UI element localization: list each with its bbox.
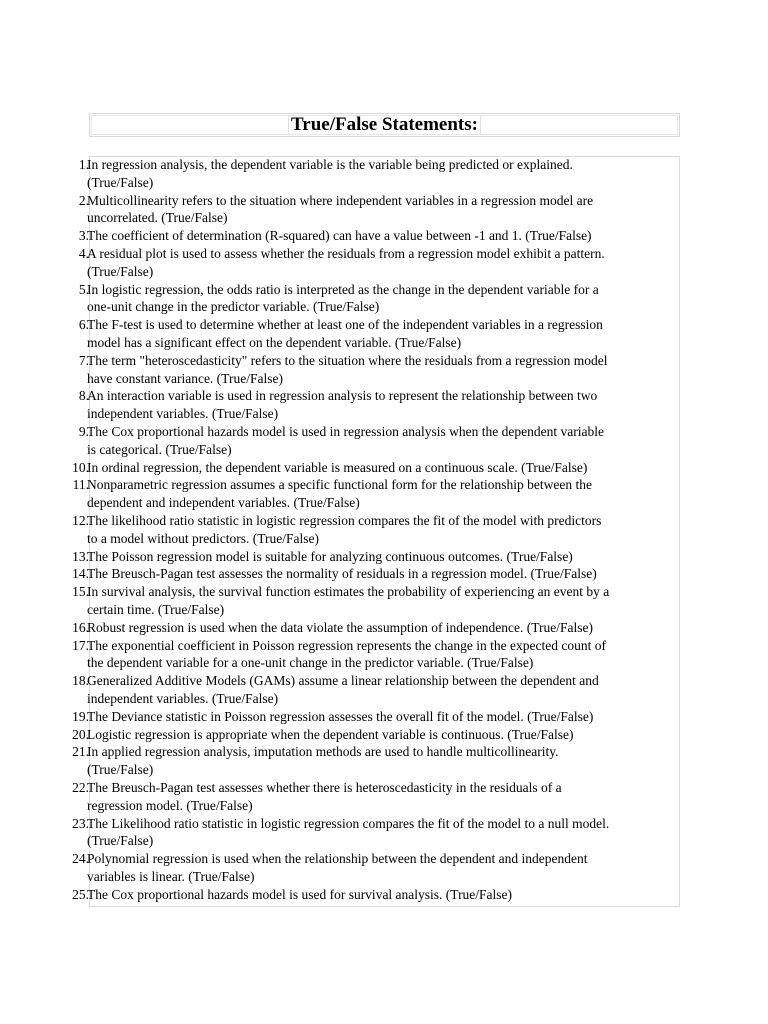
statement-text-line: In survival analysis, the survival function estimates the probability of experiencing an event by a [87,584,610,600]
statement-number: 5. [78,281,89,297]
statement-number: 3. [78,228,89,244]
statement-text-line: In applied regression analysis, imputation methods are used to handle multicollinearity. [87,744,559,760]
statement-text-line: Robust regression is used when the data violate the assumption of independence. (True/False) [87,619,594,635]
statement-number: 21. [72,744,89,760]
statement-number: 24. [72,851,89,867]
statement-number: 10. [72,459,89,475]
statement-text-line: model has a significant effect on the dependent variable. (True/False) [87,334,462,350]
statement-text-line: The Poisson regression model is suitable for analyzing continuous outcomes. (True/False) [87,548,573,564]
statement-number: 22. [72,780,89,795]
statement-text-line: The Breusch-Pagan test assesses the normality of residuals in a regression model. (True/False) [87,566,597,582]
statement-text-line: In logistic regression, the odds ratio is interpreted as the change in the dependent variable for a [87,281,599,297]
statement-number: 7. [78,352,89,368]
statement-text-line: independent variables. (True/False) [87,690,279,706]
statement-text-line: is categorical. (True/False) [87,441,232,457]
statement-text-line: to a model without predictors. (True/False) [87,530,319,546]
statement-text-line: have constant variance. (True/False) [87,370,283,386]
statement-number: 2. [78,192,89,208]
statement-text-line: The F-test is used to determine whether at least one of the independent variables in a regression [87,317,603,333]
statement-number: 8. [78,388,89,404]
statement-text-line: Polynomial regression is used when the relationship between the dependent and independent [87,851,588,867]
statement-text-line: certain time. (True/False) [87,601,225,617]
statement-text-line: Logistic regression is appropriate when the dependent variable is continuous. (True/False) [87,726,574,742]
statement-text-line: (True/False) [87,833,154,849]
statement-text-line: An interaction variable is used in regression analysis to represent the relationship between two [87,388,598,404]
title-frame [89,113,680,137]
statement-text-line: one-unit change in the predictor variable. (True/False) [87,299,380,315]
statement-text-line: The Cox proportional hazards model is used for survival analysis. (True/False) [87,886,513,902]
statement-number: 15. [72,584,89,600]
statement-number: 23. [72,815,89,831]
statement-text-line: In regression analysis, the dependent variable is the variable being predicted or explained. [87,157,573,172]
title-inner-frame [91,115,678,135]
statement-number: 12. [72,513,89,528]
statement-text-line: the dependent variable for a one-unit change in the predictor variable. (True/False) [87,655,534,671]
statement-text-line: The Likelihood ratio statistic in logistic regression compares the fit of the model to a null model. [87,815,610,831]
statement-text-line: uncorrelated. (True/False) [87,210,228,226]
statement-text-line: variables is linear. (True/False) [87,868,255,884]
statements-frame [72,156,680,907]
statement-number: 17. [72,637,89,653]
statement-text-line: The exponential coefficient in Poisson regression represents the change in the expected count of [87,637,606,653]
statement-text-line: The term "heteroscedasticity" refers to the situation where the residuals from a regression model [87,352,608,368]
statement-text-line: (True/False) [87,263,154,279]
statement-number: 20. [72,726,89,742]
statement-text-line: independent variables. (True/False) [87,406,279,422]
statement-text-line: The coefficient of determination (R-squared) can have a value between -1 and 1. (True/False) [87,228,592,244]
statement-number: 4. [78,246,89,261]
statement-text-line: regression model. (True/False) [87,797,253,813]
statement-number: 9. [78,424,89,439]
statement-text-line: (True/False) [87,762,154,778]
statement-text-line: In ordinal regression, the dependent variable is measured on a continuous scale. (True/False) [87,459,588,475]
statement-number: 13. [72,548,89,564]
statement-text-line: Generalized Additive Models (GAMs) assume a linear relationship between the dependent and [87,673,599,689]
statement-number: 19. [72,708,89,724]
statement-text-line: The likelihood ratio statistic in logistic regression compares the fit of the model with predictors [87,513,602,528]
statement-number: 6. [78,317,89,333]
statement-text-line: dependent and independent variables. (True/False) [87,495,360,511]
statement-number: 25. [72,886,89,902]
statement-number: 1. [78,157,89,172]
statement-number: 18. [72,673,89,689]
statement-number: 14. [72,566,89,582]
statement-text-line: The Cox proportional hazards model is used in regression analysis when the dependent variable [87,424,604,439]
statement-text-line: The Breusch-Pagan test assesses whether there is heteroscedasticity in the residuals of a [87,780,562,795]
statement-text-line: A residual plot is used to assess whether the residuals from a regression model exhibit a pattern. [87,246,605,261]
statement-text-line: (True/False) [87,174,154,190]
statement-text-line: Multicollinearity refers to the situation where independent variables in a regression model are [87,192,594,208]
statement-number: 16. [72,619,89,635]
statement-number: 11. [72,477,89,493]
statement-text-line: Nonparametric regression assumes a specific functional form for the relationship between the [87,477,592,493]
statement-text-line: The Deviance statistic in Poisson regression assesses the overall fit of the model. (True/False) [87,708,594,724]
page-title: True/False Statements: [288,115,481,135]
